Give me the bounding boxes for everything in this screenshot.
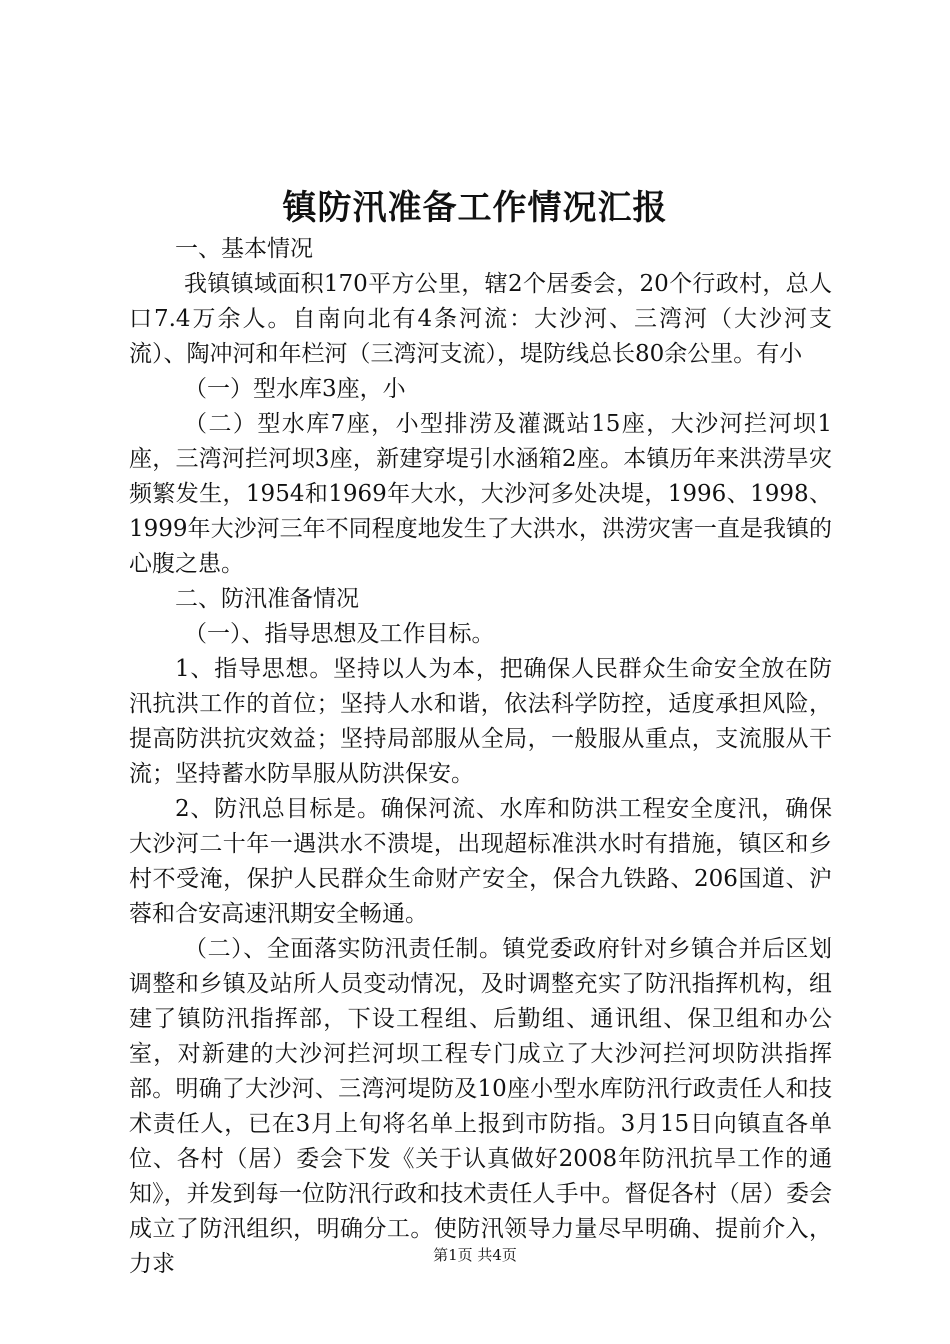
document-title: 镇防汛准备工作情况汇报: [282, 188, 668, 228]
paragraph: 我镇镇域面积170平方公里，辖2个居委会，20个行政村，总人口7.4万余人。自南向北有4条河流：大沙河、三湾河（大沙河支流）、陶冲河和年栏河（三湾河支流），堤防线总长80余公里。有小: [129, 271, 832, 367]
paragraph: 1、指导思想。坚持以人为本，把确保人民群众生命安全放在防汛抗洪工作的首位；坚持人水和谐，依法科学防控，适度承担风险，提高防洪抗灾效益；坚持局部服从全局，一般服从重点，支流服从干流；坚持蓄水防旱服从防洪保安。: [129, 656, 832, 787]
paragraph: （一）、指导思想及工作目标。: [184, 621, 495, 647]
paragraph: （二）型水库7座，小型排涝及灌溉站15座，大沙河拦河坝1座，三湾河拦河坝3座，新建穿堤引水涵箱2座。本镇历年来洪涝旱灾频繁发生，1954和1969年大水，大沙河多处决堤，1996、1998、1999年大沙河三年不同程度地发生了大洪水，洪涝灾害一直是我镇的心腹之患。: [129, 411, 832, 577]
paragraph: （一）型水库3座，小: [184, 376, 406, 402]
document-body: [129, 232, 832, 1282]
paragraph: 2、防汛总目标是。确保河流、水库和防洪工程安全度汛，确保大沙河二十年一遇洪水不溃堤，出现超标准洪水时有措施，镇区和乡村不受淹，保护人民群众生命财产安全，保合九铁路、206国道、沪蓉和合安高速汛期安全畅通。: [129, 796, 832, 927]
paragraph: 二、防汛准备情况: [175, 586, 359, 612]
page-footer: 第1页 共4页: [433, 1246, 517, 1264]
paragraph: （二）、全面落实防汛责任制。镇党委政府针对乡镇合并后区划调整和乡镇及站所人员变动情况，及时调整充实了防汛指挥机构，组建了镇防汛指挥部，下设工程组、后勤组、通讯组、保卫组和办公室，对新建的大沙河拦河坝工程专门成立了大沙河拦河坝防洪指挥部。明确了大沙河、三湾河堤防及10座小型水库防汛行政责任人和技术责任人，已在3月上旬将名单上报到市防指。3月15日向镇直各单位、各村（居）委会下发《关于认真做好2008年防汛抗旱工作的通知》，并发到每一位防汛行政和技术责任人手中。督促各村（居）委会成立了防汛组织，明确分工。使防汛领导力量尽早明确、提前介入，力求: [129, 936, 832, 1277]
paragraph: 一、基本情况: [175, 236, 313, 262]
